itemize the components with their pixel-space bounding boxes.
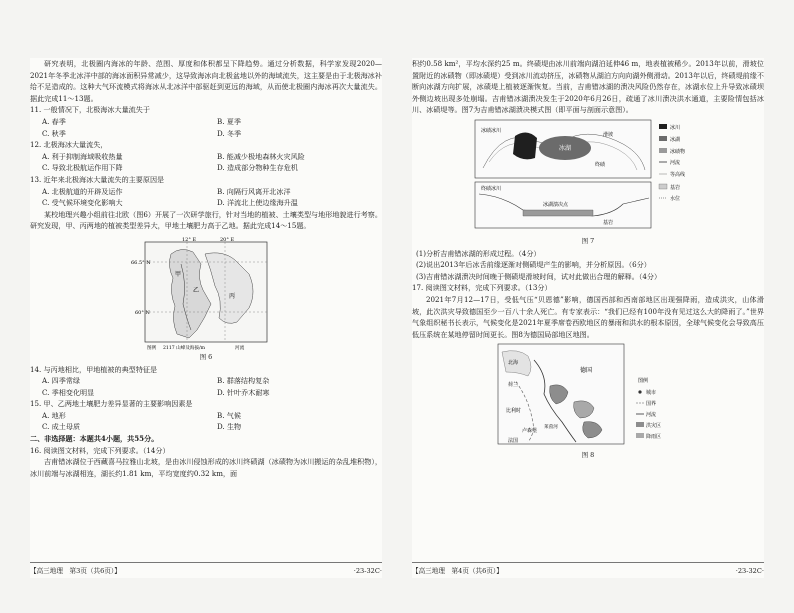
option: A. 利于抑制海域吸收热量 <box>42 151 123 161</box>
question-15-options <box>30 410 382 433</box>
question-13-options <box>30 186 382 209</box>
map-label: 比利时 <box>506 408 522 415</box>
option: B. 向隔行风离开北冰洋 <box>217 186 291 196</box>
map-label: 德国 <box>580 367 593 375</box>
option: C. 导致北极航运作用下降 <box>42 163 123 173</box>
option: C. 受气候环境变化影响大 <box>42 198 123 208</box>
question-16-passage: 吉甫错冰湖位于西藏喜马拉雅山北坡，是由冰川侵蚀形成的冰川终碛湖（冰碛物为冰川搬运的杂乱堆积物），冰川前端与冰湖相连，湖长约1.81 km，平均宽度约0.32 km，面 <box>30 457 382 478</box>
legend-item: 城市 <box>646 390 657 397</box>
legend-item: 基岩 <box>670 184 681 191</box>
legend-item: 河流 <box>235 345 245 351</box>
section-label: 终碛冰川 <box>481 185 502 192</box>
legend-item: 水位 <box>670 195 681 202</box>
legend-item: 2117 山峰及海拔/m <box>163 345 206 351</box>
option: B. 气候 <box>217 410 241 420</box>
figure-8-map <box>488 342 688 450</box>
question-17: 17. 阅读图文材料，完成下列要求。（13分） <box>412 283 552 293</box>
longitude-label: 12° E <box>182 236 197 243</box>
footer-code: ·23-32C· <box>735 567 764 576</box>
page-4 <box>412 58 764 578</box>
latitude-label: 60° N <box>135 309 150 316</box>
question-16-passage-cont: 积约0.58 km²，平均水深约25 m。终碛堤由冰川前端向湖泊延伸46 m，地表植被稀少。2013年以前，滑坡位置附近的冰碛物（即冰碛堤）受到冰川流动挤压，冰碛物从湖泊方向向湖外侧滑动。2013年以后，终碛堤前缘不断向冰湖方向扩展，冰碛堤上植被逐渐恢复。当前，吉甫错冰湖的溃决风险仍然存在，冰湖水位上升导致冰碛坝外侧边坡出现多处崩塌。吉甫错冰湖溃决发生于2020年6月26日，疏通了冰川溃决洪水通道，主要险情包括冰川、冰碛堤等。图7为吉甫错冰湖溃决模式图（即平面与剖面示意图）。 <box>412 59 764 115</box>
map-label: 莱茵河 <box>544 425 558 431</box>
glacier-shape <box>513 132 537 159</box>
place-label: 甲 <box>175 270 182 278</box>
option: C. 季相变化明显 <box>42 387 95 397</box>
figure-8-legend <box>636 377 661 440</box>
legend-item: 河流 <box>670 159 681 166</box>
option: C. 秋季 <box>42 128 66 138</box>
footer-page-label: 【高三地理 第4页（共6页）】 <box>412 567 503 576</box>
map-label: 冰碛冰川 <box>481 127 502 134</box>
figure-7-caption: 图 7 <box>581 236 595 245</box>
option: A. 四季常绿 <box>42 376 81 386</box>
option: D. 针叶乔木耐寒 <box>217 387 270 397</box>
legend-item: 冰碛物 <box>670 148 686 155</box>
question-13: 13. 近年来北极海冰大量流失的主要原因是 <box>30 174 165 184</box>
map-label: 滑坡 <box>603 131 614 138</box>
option: B. 群落结构复杂 <box>217 376 270 386</box>
figure-7-diagram <box>473 118 703 236</box>
option: A. 春季 <box>42 116 66 126</box>
legend-item: 国界 <box>646 401 657 408</box>
option: D. 洋流北上使边缘海升温 <box>217 198 298 208</box>
option: A. 北极航道的开辟及运作 <box>42 186 123 196</box>
option: D. 生物 <box>217 422 242 432</box>
option: B. 夏季 <box>217 116 241 126</box>
legend-item: 降雨区 <box>646 434 662 441</box>
map-label: 北海 <box>508 360 519 367</box>
map-label: 荷兰 <box>508 382 519 389</box>
place-label: 乙 <box>193 286 200 294</box>
legend-item: 等高线 <box>670 171 686 178</box>
question-14-options <box>30 375 382 398</box>
option: A. 地形 <box>42 410 66 420</box>
question-16: 16. 阅读图文材料，完成下列要求。（14分） <box>30 445 170 455</box>
legend-item: 冰川 <box>670 124 681 131</box>
question-17-passage: 2021年7月12—17日，受低气压“贝恩德”影响，德国西部和西南部地区出现强降雨，造成洪灾，山体滑坡，此次洪灾导致德国至少一百八十余人死亡。有专家表示：“我们已经有100年没有见过这么大的降雨了。”世界气象组织秘书长表示，气候变化是2021年夏季席卷西欧地区的暴雨和洪水的根本原因，全球气候变化会导致高压低压系统在某地停留时间更长。图8为德国局部地区地图。 <box>412 294 764 339</box>
question-14: 14. 与丙地相比，甲地植被的典型特征是 <box>30 364 158 374</box>
place-label: 丙 <box>229 292 236 300</box>
question-11: 11. 一般情况下，北极海冰大量流失于 <box>30 105 150 115</box>
option: C. 成土母质 <box>42 422 81 432</box>
sub-question-2: (2)说出2013年后冰舌前缘逐渐对侧碛堤产生的影响，并分析原因。（6分） <box>416 260 651 270</box>
figure-7-legend <box>659 124 685 202</box>
footer-code: ·23-32C· <box>353 567 382 576</box>
page-footer <box>412 562 764 578</box>
map-label: 卢森堡 <box>522 428 538 435</box>
legend-item: 洪灾区 <box>646 423 662 430</box>
figure-6-map <box>131 234 281 352</box>
map-label: 法国 <box>508 438 519 445</box>
map-label: 冰湖 <box>559 144 572 152</box>
question-11-options <box>30 116 382 139</box>
legend-item: 冰湖 <box>670 136 681 143</box>
figure-8-caption: 图 8 <box>581 451 595 460</box>
intro-passage-2: 某校地理兴趣小组前往北欧（图6）开展了一次研学旅行，针对当地的植被、土壤类型与地形地貌进行考察。研究发现，甲、丙两地的植被类型差异大，甲地土壤肥力高于乙地。据此完成14～15题。 <box>30 209 382 231</box>
longitude-label: 20° E <box>220 236 235 243</box>
section-label: 冰湖溃决点 <box>543 201 569 208</box>
section-label: 基岩 <box>603 219 614 226</box>
figure-6-caption: 图 6 <box>199 352 213 361</box>
option: D. 造成部分物种生存危机 <box>217 163 298 173</box>
legend-title: 图例 <box>147 345 157 351</box>
sub-question-1: (1)分析吉甫错冰湖的形成过程。（4分） <box>416 248 541 258</box>
page-3 <box>30 58 382 578</box>
option: D. 冬季 <box>217 128 242 138</box>
sub-question-3: (3)吉甫错冰湖溃决时间晚于侧碛堤滑坡时间，试对此做出合理的解释。（4分） <box>416 271 662 281</box>
latitude-label: 66.5° N <box>131 259 151 266</box>
question-15: 15. 甲、乙两地土壤肥力差异显著的主要影响因素是 <box>30 399 193 409</box>
intro-passage: 研究表明，北极圈内海冰的年龄、范围、厚度和体积都呈下降趋势。通过分析数据，科学家发现2020—2021年冬季北冰洋中部的海冰面积异常减少，这导致海冰向北极盆地以外的海域流失，这主要是由于北极海冰补给不足造成的。这种大气环流模式将海冰从北冰洋中部驱赶到更远的海域，从而使北极圈内海冰再次大量流失。据此完成11～13题。 <box>30 59 382 103</box>
footer-page-label: 【高三地理 第3页（共6页）】 <box>30 567 121 576</box>
map-label: 终碛 <box>595 161 606 168</box>
page-footer <box>30 562 382 578</box>
legend-item: 河流 <box>646 412 657 419</box>
option: B. 能减少极地森林火灾风险 <box>217 151 305 161</box>
question-12: 12. 北极海冰大量流失， <box>30 140 108 150</box>
legend-title: 图例 <box>638 378 649 385</box>
question-12-options <box>30 151 382 174</box>
section-heading: 二、非选择题：本题共4小题，共55分。 <box>30 434 159 444</box>
